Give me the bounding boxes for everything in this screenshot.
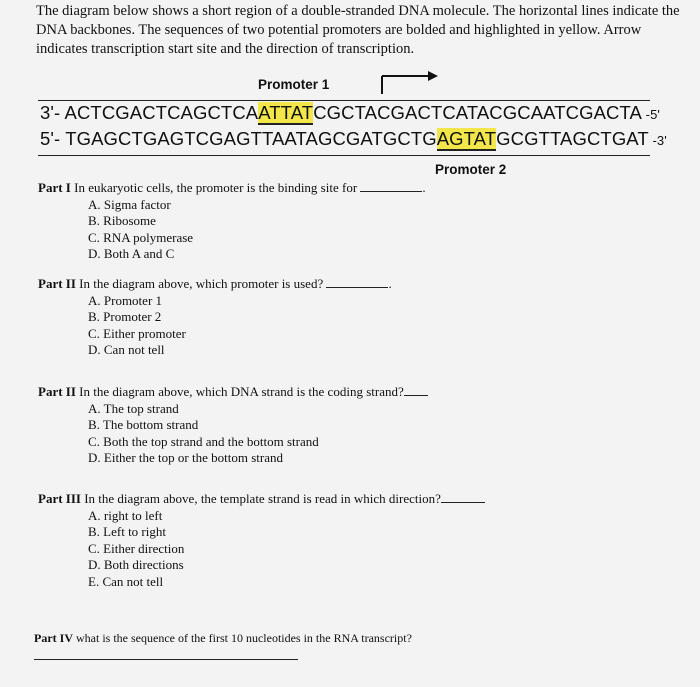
promoter-1-sequence: ATTAT bbox=[258, 102, 314, 123]
question-end-punct: . bbox=[388, 276, 392, 291]
question-text: In eukaryotic cells, the promoter is the binding site for bbox=[74, 180, 358, 195]
question-end-punct: . bbox=[422, 180, 426, 195]
question-text: what is the sequence of the first 10 nucleotides in the RNA transcript? bbox=[76, 631, 412, 645]
question-part-2a bbox=[38, 276, 392, 359]
option-c[interactable]: C. Either promoter bbox=[88, 325, 186, 341]
option-d[interactable]: D. Both directions bbox=[88, 557, 184, 572]
top-backbone-line bbox=[38, 100, 650, 101]
bottom-strand-seq-before: TGAGCTGAGTCGAGTTAATAGCGATGCTG bbox=[65, 128, 437, 149]
option-e[interactable]: E. Can not tell bbox=[88, 573, 164, 589]
promoter-1-label: Promoter 1 bbox=[258, 77, 330, 92]
option-d[interactable]: D. Either the top or the bottom strand bbox=[88, 450, 283, 465]
question-part-2b bbox=[38, 384, 428, 467]
bottom-strand-sequence bbox=[40, 128, 667, 150]
bottom-strand-3prime: -3' bbox=[648, 133, 667, 148]
answer-blank[interactable] bbox=[360, 191, 422, 192]
bottom-strand-5prime: 5'- bbox=[40, 128, 66, 149]
top-strand-5prime: -5' bbox=[641, 107, 661, 122]
question-part-label: Part II bbox=[38, 384, 76, 399]
option-a[interactable]: A. Sigma factor bbox=[88, 196, 171, 212]
option-d[interactable]: D. Both A and C bbox=[88, 246, 175, 261]
top-strand-seq-before: ACTCGACTCAGCTCA bbox=[64, 102, 259, 123]
answer-blank[interactable] bbox=[326, 287, 388, 288]
option-b[interactable]: B. Ribosome bbox=[88, 213, 156, 228]
option-a[interactable]: A. right to left bbox=[88, 507, 163, 523]
option-c[interactable]: C. RNA polymerase bbox=[88, 229, 194, 245]
question-part-1 bbox=[38, 180, 426, 263]
question-part-4 bbox=[34, 630, 412, 647]
question-part-label: Part I bbox=[38, 180, 71, 195]
question-part-label: Part III bbox=[38, 491, 81, 506]
question-part-label: Part IV bbox=[34, 631, 73, 645]
promoter-2-sequence: AGTAT bbox=[436, 128, 497, 149]
option-c[interactable]: C. Both the top strand and the bottom strand bbox=[88, 433, 319, 449]
option-a[interactable]: A. The top strand bbox=[88, 400, 179, 416]
option-b[interactable]: B. Left to right bbox=[88, 524, 166, 539]
bottom-strand-seq-after: GCGTTAGCTGAT bbox=[496, 128, 649, 149]
intro-paragraph: The diagram below shows a short region of a double-stranded DNA molecule. The horizontal lines indicate the DNA backbones. The sequences of two potential promoters are bolded and highlighted in yellow. Arrow indicates transcription start site and the direction of transcription. bbox=[36, 3, 680, 57]
top-strand-3prime: 3'- bbox=[40, 102, 65, 123]
option-a[interactable]: A. Promoter 1 bbox=[88, 292, 163, 308]
promoter-2-label: Promoter 2 bbox=[435, 162, 507, 177]
question-text: In the diagram above, which DNA strand is the coding strand? bbox=[79, 384, 404, 399]
bottom-backbone-line bbox=[38, 155, 650, 156]
part-4-answer-line[interactable] bbox=[34, 659, 298, 660]
transcription-arrow-icon bbox=[380, 70, 440, 96]
top-strand-sequence bbox=[40, 102, 660, 124]
top-strand-seq-after: CGCTACGACTCATACGCAATCGACTA bbox=[313, 102, 642, 123]
question-text: In the diagram above, the template strand is read in which direction? bbox=[84, 491, 441, 506]
question-part-3 bbox=[38, 491, 485, 590]
option-b[interactable]: B. The bottom strand bbox=[88, 417, 199, 432]
answer-blank[interactable] bbox=[404, 395, 428, 396]
option-d[interactable]: D. Can not tell bbox=[88, 342, 165, 357]
option-b[interactable]: B. Promoter 2 bbox=[88, 309, 162, 324]
answer-blank[interactable] bbox=[441, 502, 485, 503]
question-part-label: Part II bbox=[38, 276, 76, 291]
option-c[interactable]: C. Either direction bbox=[88, 540, 185, 556]
question-text: In the diagram above, which promoter is used? bbox=[79, 276, 324, 291]
